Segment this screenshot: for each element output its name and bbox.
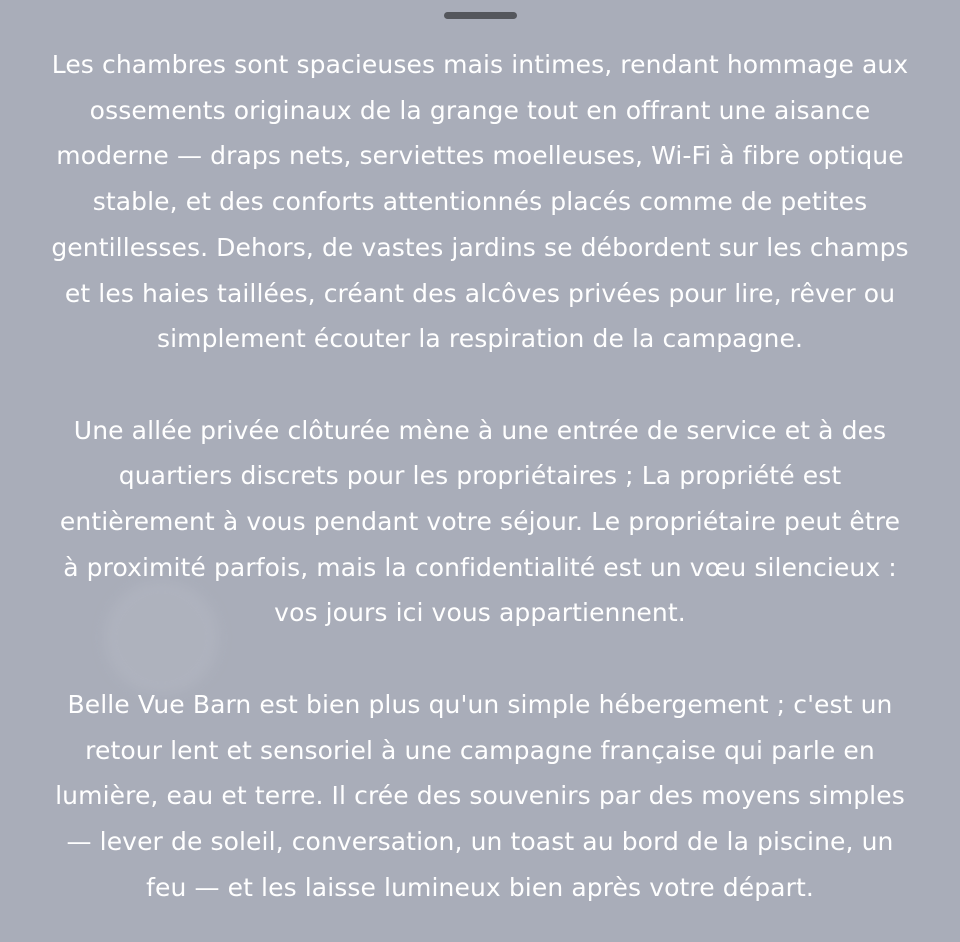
text-line: feu — et les laisse lumineux bien après votre départ. [146, 872, 814, 902]
text-line: moderne — draps nets, serviettes moelleuses, Wi-Fi à fibre optique [56, 141, 904, 171]
description-text [24, 42, 936, 910]
text-line: Les chambres sont spacieuses mais intimes, rendant hommage aux [51, 50, 909, 79]
text-line: — lever de soleil, conversation, un toast au bord de la piscine, un [66, 826, 894, 856]
text-line: quartiers discrets pour les propriétaires ; La propriété est [118, 461, 842, 491]
text-line: entièrement à vous pendant votre séjour. Le propriétaire peut être [59, 507, 901, 537]
sheet-drag-handle[interactable] [444, 12, 517, 19]
text-line: et les haies taillées, créant des alcôves privées pour lire, rêver ou [64, 278, 896, 308]
text-line: lumière, eau et terre. Il crée des souvenirs par des moyens simples [55, 781, 905, 811]
text-line: Belle Vue Barn est bien plus qu'un simple hébergement ; c'est un [67, 689, 893, 719]
description-paragraph-2 [24, 408, 936, 637]
text-line: gentillesses. Dehors, de vastes jardins se débordent sur les champs [51, 232, 909, 262]
text-line: simplement écouter la respiration de la campagne. [156, 324, 804, 354]
text-line: vos jours ici vous appartiennent. [274, 598, 686, 628]
text-line: retour lent et sensoriel à une campagne française qui parle en [85, 735, 875, 765]
text-line: stable, et des conforts attentionnés placés comme de petites [92, 187, 868, 217]
description-paragraph-1 [24, 42, 936, 362]
text-line: ossements originaux de la grange tout en offrant une aisance [89, 95, 871, 125]
description-paragraph-3 [24, 682, 936, 911]
text-line: Une allée privée clôturée mène à une entrée de service et à des [73, 415, 887, 445]
text-line: à proximité parfois, mais la confidentialité est un vœu silencieux : [63, 552, 897, 582]
